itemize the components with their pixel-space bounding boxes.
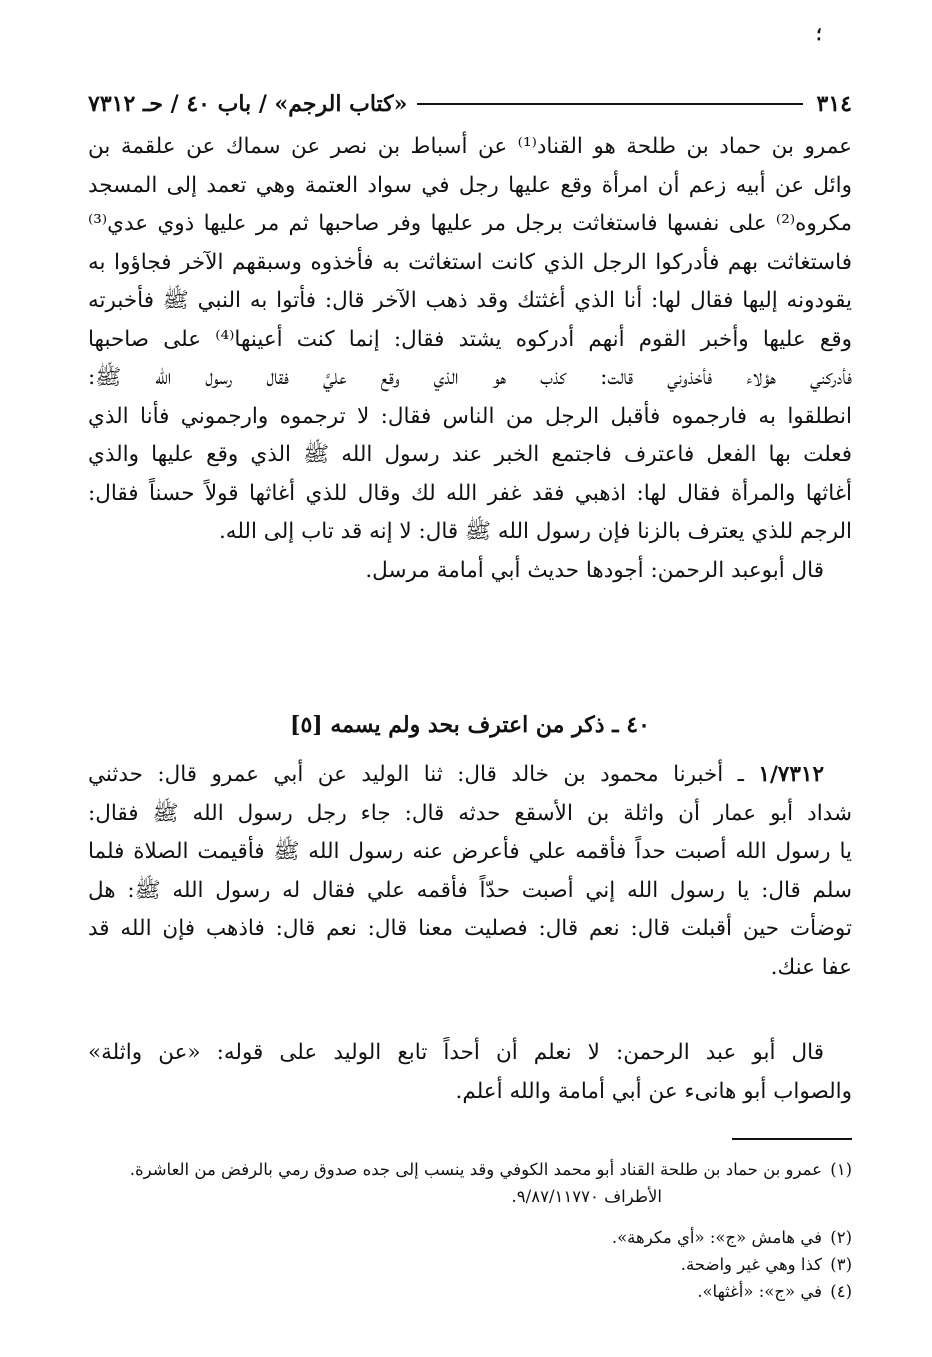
running-header — [88, 86, 852, 122]
footnote — [88, 1156, 852, 1210]
text-line: مكروه⁽²⁾ على نفسها فاستغاثت برجل مر عليها وفر صاحبها ثم مر عليها ذوي عدي⁽³⁾ — [88, 211, 852, 236]
footnote — [88, 1251, 852, 1278]
hadith-text — [88, 756, 852, 987]
text-line: وائل عن أبيه زعم أن امرأة وقع عليها رجل في سواد العتمة وهي تعمد إلى المسجد — [88, 172, 852, 198]
text-line: والصواب أبو هانىء عن أبي أمامة والله أعلم. — [455, 1078, 852, 1104]
footnote-number: (٤) — [830, 1282, 852, 1301]
closing-remark: قال أبوعبد الرحمن: أجودها حديث أبي أمامة مرسل. — [365, 557, 824, 583]
footnote — [88, 1278, 852, 1305]
text-line: ـ أخبرنا محمود بن خالد قال: ثنا الوليد عن أبي عمرو قال: حدثني — [88, 762, 744, 787]
hadith-first-line — [88, 756, 852, 795]
footnote-gap — [88, 1210, 852, 1224]
header-rule — [417, 103, 802, 105]
book-page — [88, 0, 852, 1357]
footnotes — [88, 1156, 852, 1305]
footnote-number: (٢) — [830, 1228, 852, 1247]
text-line: سلم قال: يا رسول الله إني أصبت حدّاً فأقمه علي فقال له رسول الله ﷺ: هل — [88, 877, 852, 903]
footnote-line: في هامش «ج»: «أي مكرهة». — [611, 1228, 822, 1247]
text-line: فاستغاثت بهم فأدركوا الرجل الذي كانت استغاثت به فأخذوه وسبقهم الآخر فجاؤوا به — [88, 249, 852, 275]
hadith-number: ١/٧٣١٢ — [758, 762, 824, 787]
footnote-number: (١) — [830, 1160, 852, 1179]
stray-mark: ؛ — [816, 24, 822, 45]
text-line: الرجم للذي يعترف بالزنا فإن رسول الله ﷺ قال: لا إنه قد تاب إلى الله. — [218, 519, 852, 544]
footnote-rule — [732, 1138, 852, 1140]
footnote-number: (٣) — [830, 1255, 852, 1274]
text-line: فأدركني هؤلاء فأخذوني قالت: كذب هو الذي وقع عليَّ فقال رسول الله ﷺ: — [88, 365, 852, 390]
text-line: عفا عنك. — [770, 954, 852, 980]
text-line: عمرو بن حماد بن طلحة هو القناد⁽¹⁾ عن أسباط بن نصر عن سماك عن علقمة بن — [88, 134, 852, 159]
footnote-line: كذا وهي غير واضحة. — [680, 1255, 822, 1274]
page-number: ٣١٤ — [816, 91, 852, 117]
main-text — [88, 128, 852, 590]
footnote — [88, 1224, 852, 1251]
text-line: فعلت بها الفعل فاعترف فاجتمع الخبر عند رسول الله ﷺ الذي وقع عليها والذي — [88, 442, 852, 467]
footnote-line: في «ج»: «أغثها». — [697, 1282, 822, 1301]
text-line: يا رسول الله أصبت حداً فأقمه علي فأعرض عنه رسول الله ﷺ فأقيمت الصلاة فلما — [88, 839, 852, 864]
footnote-text — [88, 1156, 822, 1210]
text-line: شداد أبو عمار أن واثلة بن الأسقع حدثه قال: جاء رجل رسول الله ﷺ فقال: — [88, 800, 852, 826]
text-line: وقع عليها وأخبر القوم أنهم أدركوه يشتد فقال: إنما كنت أعينها⁽⁴⁾ على صاحبها — [88, 326, 852, 352]
section-heading: ٤٠ ـ ذكر من اعترف بحد ولم يسمه [٥] — [290, 712, 650, 738]
text-line: قال أبو عبد الرحمن: لا نعلم أن أحداً تابع الوليد على قوله: «عن واثلة» — [88, 1040, 824, 1065]
footnote-line: الأطراف ٩/٨٧/١١٧٧٠. — [511, 1187, 662, 1206]
text-line: انطلقوا به فارجموه فأقبل الرجل من الناس فقال: لا ترجموه وارجموني فأنا الذي — [88, 403, 852, 429]
text-line: يقودونه إليها فقال لها: أنا الذي أغثتك وقد ذهب الآخر قال: فأتوا به النبي ﷺ فأخبرته — [88, 288, 852, 313]
commentary — [88, 1034, 852, 1111]
header-title: «كتاب الرجم» / باب ٤٠ / حـ ٧٣١٢ — [88, 91, 408, 117]
text-line: أغاثها والمرأة فقال لها: اذهبي فقد غفر الله لك وقال للذي أغاثها قولاً حسناً فقال: — [88, 480, 852, 506]
text-line: توضأت حين أقبلت قال: نعم قال: فصليت معنا قال: نعم قال: فاذهب فإن الله قد — [88, 916, 852, 941]
footnote-line: عمرو بن حماد بن طلحة القناد أبو محمد الكوفي وقد ينسب إلى جده صدوق رمي بالرفض من العاشرة. — [129, 1160, 822, 1179]
